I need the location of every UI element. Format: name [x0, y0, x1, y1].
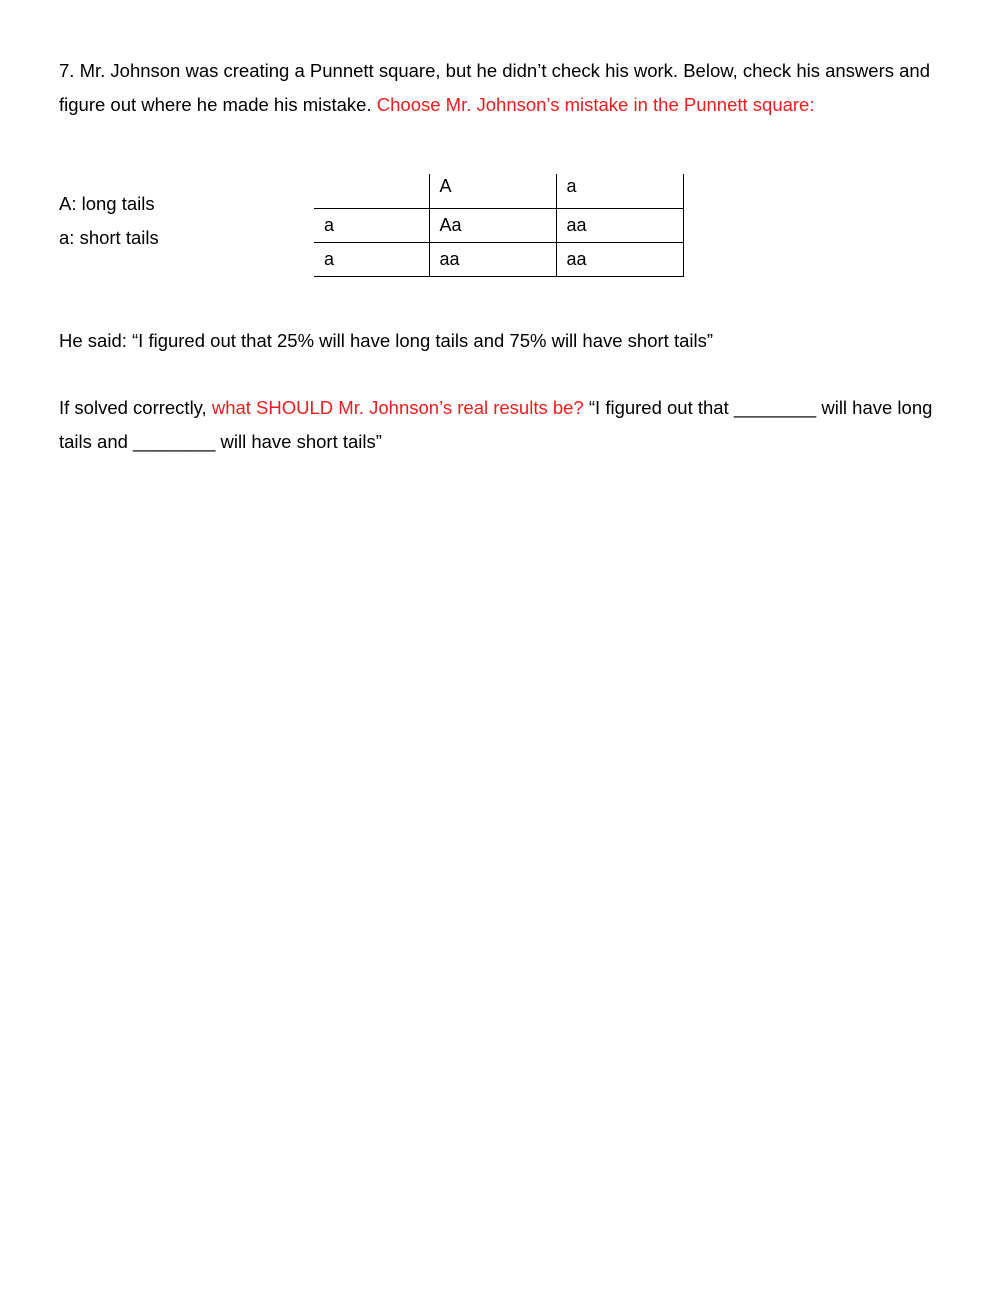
punnett-corner-cell: [314, 174, 429, 208]
punnett-header-row: [314, 174, 683, 208]
question-instruction: Choose Mr. Johnson’s mistake in the Punnett square:: [376, 93, 815, 115]
punnett-header-cell: A: [429, 174, 556, 208]
correct-prompt-question: what SHOULD Mr. Johnson’s real results be?: [211, 397, 584, 418]
punnett-row-label: a: [314, 242, 429, 276]
question-intro-text: 7. Mr. Johnson was creating a Punnett square, but he didn’t check his work. Below, check his answers and figure out where he made his mistake.: [59, 60, 930, 115]
punnett-row: [314, 242, 683, 276]
punnett-row-label: a: [314, 208, 429, 242]
punnett-header-cell: a: [556, 174, 683, 208]
correct-prompt-text: will have long tails and: [59, 397, 933, 452]
punnett-row: [314, 208, 683, 242]
allele-key-recessive: a: short tails: [59, 227, 159, 248]
answer-blank-short-tails[interactable]: ________: [133, 430, 216, 452]
allele-key-dominant: A: long tails: [59, 193, 155, 214]
answer-blank-long-tails[interactable]: ________: [733, 397, 817, 418]
johnson-statement: He said: “I figured out that 25% will have long tails and 75% will have short tails”: [59, 330, 714, 351]
punnett-cell[interactable]: aa: [429, 242, 556, 276]
punnett-cell[interactable]: Aa: [429, 208, 556, 242]
correct-prompt-text: “I figured out that: [588, 397, 729, 418]
punnett-square: [314, 174, 684, 277]
question-intro: [59, 54, 949, 121]
correct-results-prompt: [59, 391, 949, 458]
punnett-cell[interactable]: aa: [556, 242, 683, 276]
punnett-cell[interactable]: aa: [556, 208, 683, 242]
correct-prompt-text: If solved correctly,: [59, 397, 207, 418]
correct-prompt-text: will have short tails”: [220, 430, 382, 452]
